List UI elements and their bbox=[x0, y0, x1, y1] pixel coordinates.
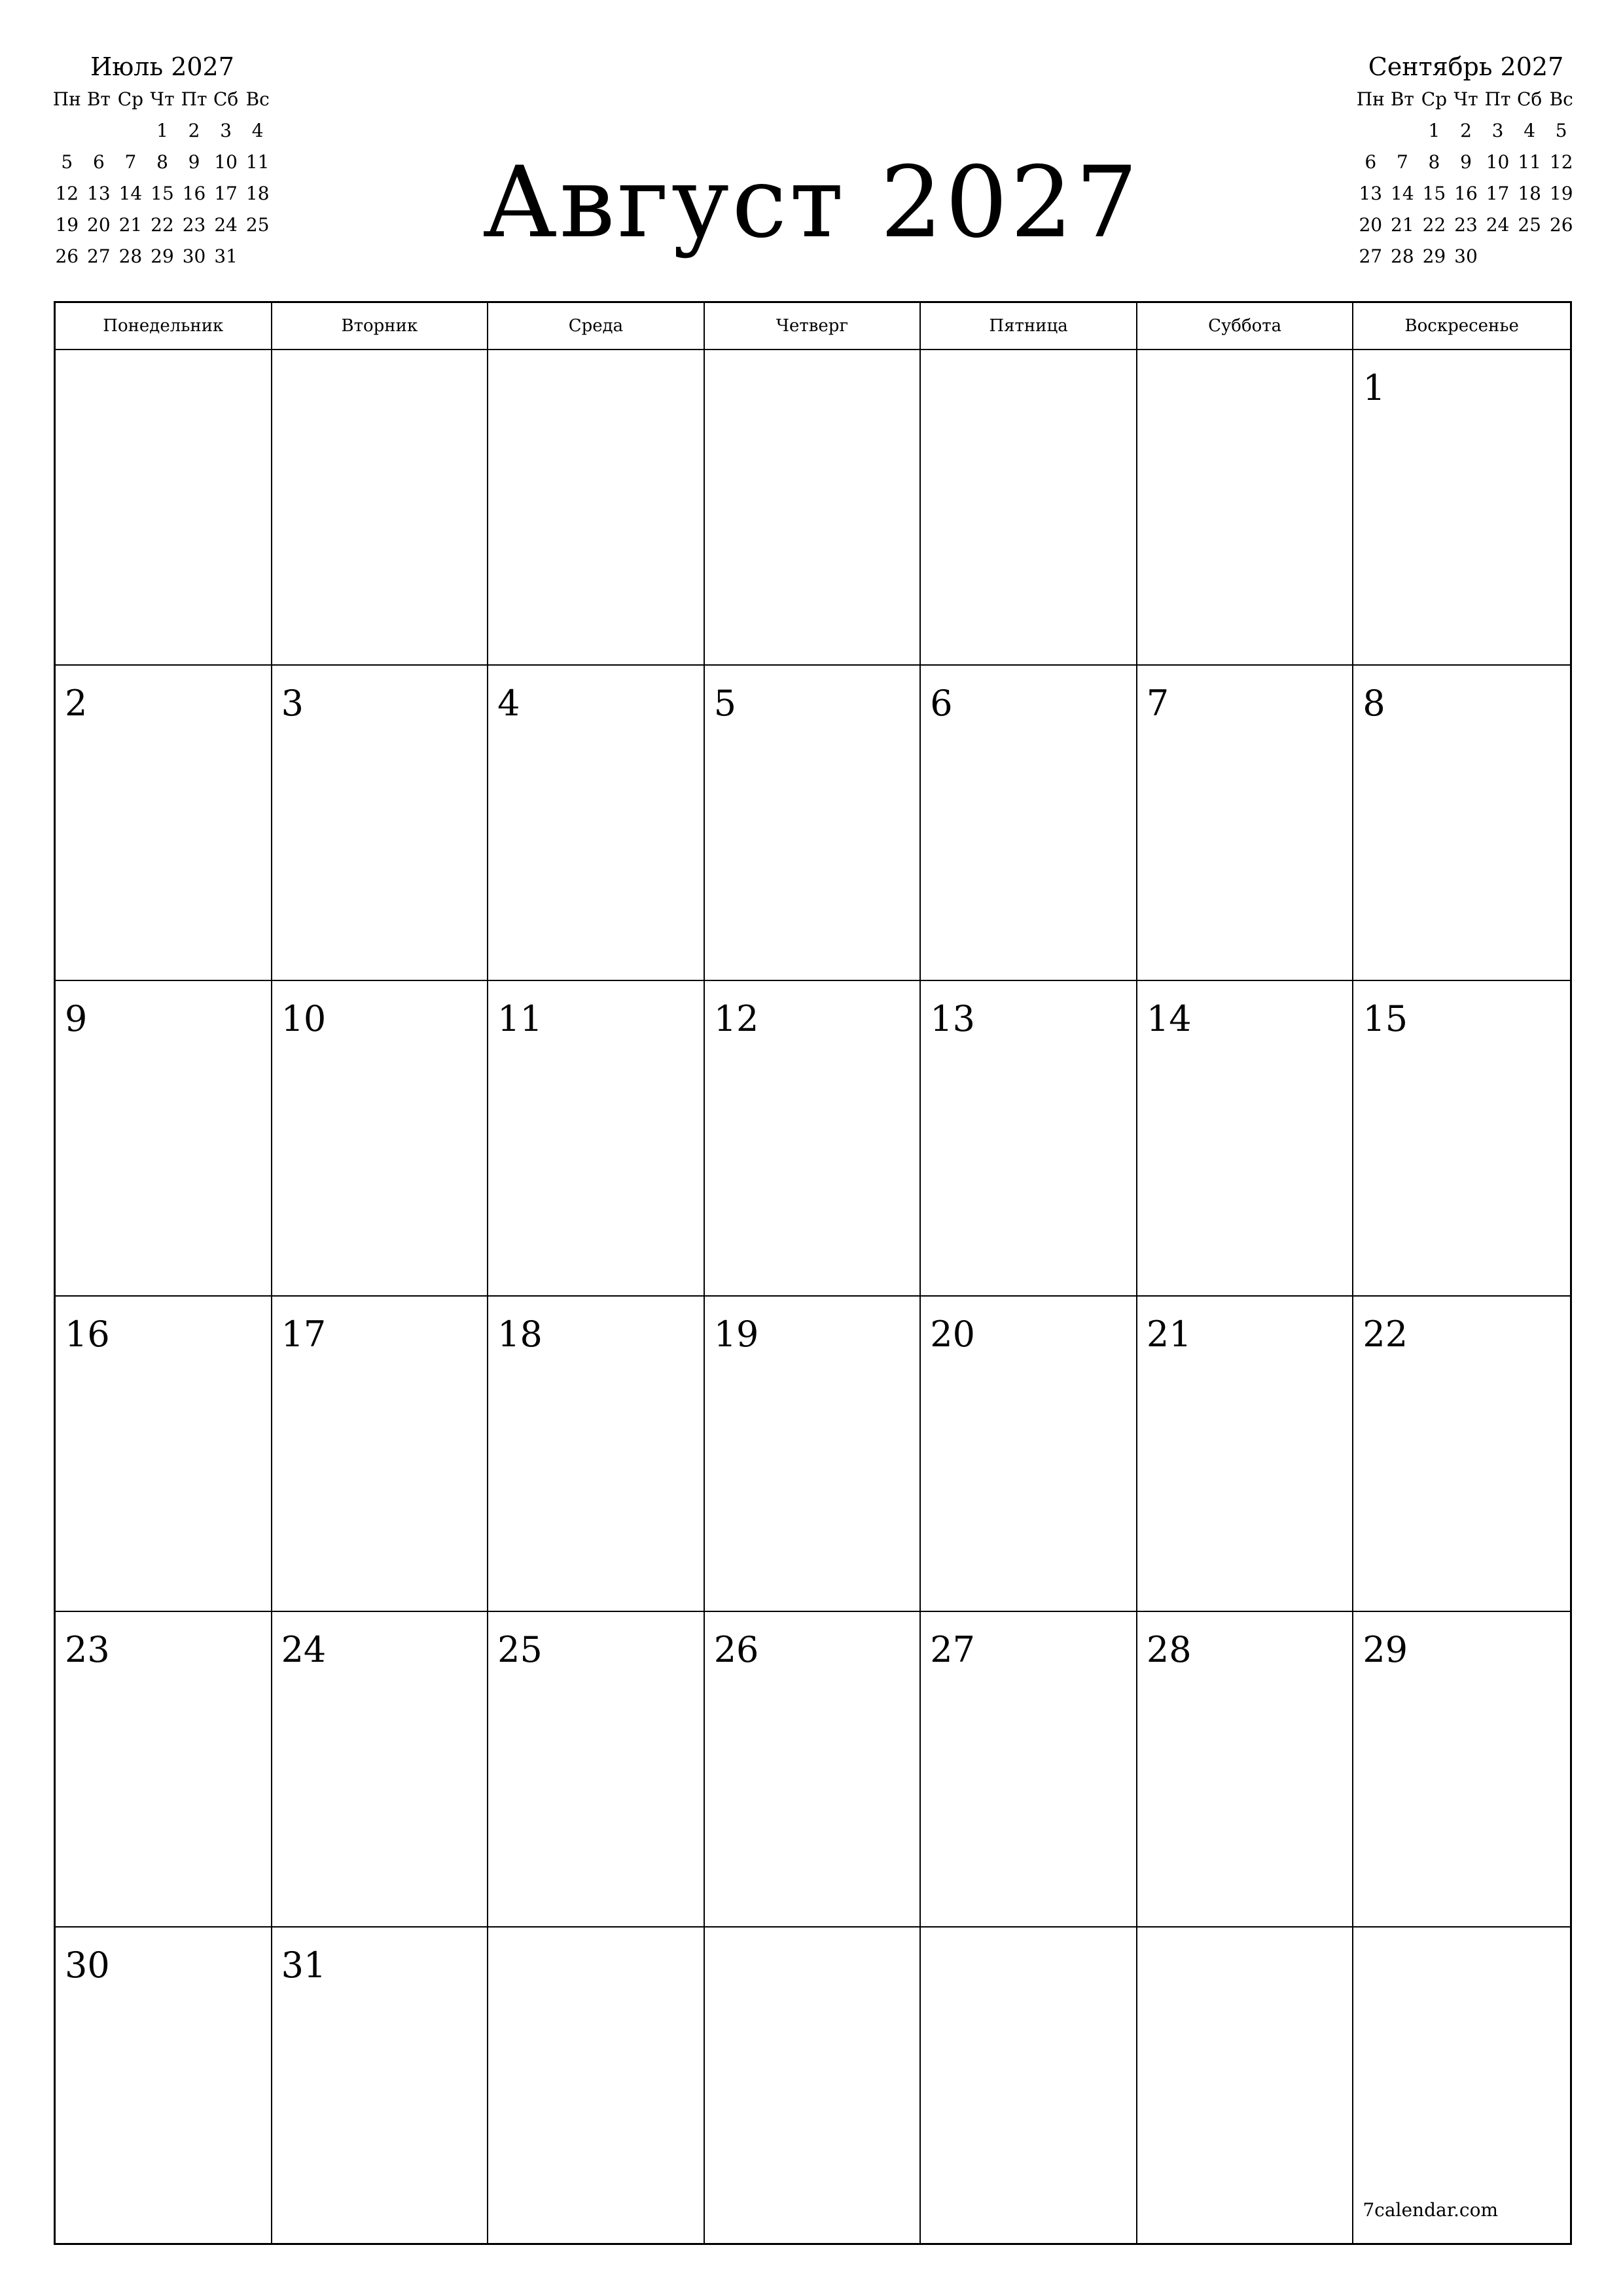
mini-next-day: 10 bbox=[1486, 151, 1510, 173]
day-cell[interactable] bbox=[488, 666, 705, 981]
mini-next-day: 22 bbox=[1422, 214, 1446, 236]
mini-prev-day: 21 bbox=[118, 214, 143, 236]
mini-next-day: 5 bbox=[1555, 120, 1567, 141]
mini-next-day: 15 bbox=[1422, 183, 1446, 204]
mini-next-day bbox=[1514, 241, 1546, 272]
mini-prev-day: 8 bbox=[156, 151, 168, 173]
mini-prev-day: 4 bbox=[251, 120, 264, 141]
day-number: 10 bbox=[281, 998, 327, 1039]
day-cell[interactable] bbox=[1137, 981, 1354, 1297]
mini-next-weekday: Ср bbox=[1421, 88, 1448, 110]
day-number: 1 bbox=[1363, 367, 1385, 408]
mini-prev-day: 28 bbox=[118, 245, 143, 267]
day-number: 16 bbox=[65, 1314, 110, 1355]
credit-text: 7calendar.com bbox=[1363, 2199, 1498, 2221]
day-number: 12 bbox=[713, 998, 759, 1039]
day-cell[interactable] bbox=[272, 350, 489, 666]
mini-prev-day: 17 bbox=[214, 183, 238, 204]
day-cell[interactable] bbox=[56, 1297, 272, 1612]
day-number: 20 bbox=[930, 1314, 975, 1355]
mini-prev-day: 12 bbox=[55, 183, 79, 204]
day-cell[interactable] bbox=[705, 981, 921, 1297]
mini-next-day: 19 bbox=[1549, 183, 1573, 204]
day-cell[interactable] bbox=[1137, 350, 1354, 666]
day-cell[interactable] bbox=[921, 981, 1137, 1297]
mini-next-weekday: Сб bbox=[1516, 88, 1543, 110]
day-cell[interactable] bbox=[921, 1297, 1137, 1612]
mini-calendar-next-title: Сентябрь 2027 bbox=[1368, 52, 1564, 81]
day-number: 11 bbox=[497, 998, 543, 1039]
mini-next-day: 29 bbox=[1422, 245, 1446, 267]
mini-next-weekday: Чт bbox=[1454, 88, 1478, 110]
mini-next-day: 11 bbox=[1518, 151, 1541, 173]
day-number: 2 bbox=[65, 683, 88, 724]
day-cell[interactable] bbox=[272, 1612, 489, 1928]
weekday-header: Среда bbox=[488, 303, 705, 350]
mini-prev-weekday: Сб bbox=[213, 88, 239, 110]
day-number: 3 bbox=[281, 683, 304, 724]
day-cell[interactable] bbox=[56, 666, 272, 981]
day-number: 30 bbox=[65, 1945, 110, 1986]
day-cell[interactable] bbox=[1137, 1928, 1354, 2243]
day-cell[interactable] bbox=[488, 1297, 705, 1612]
day-number: 21 bbox=[1146, 1314, 1192, 1355]
mini-calendar-next-grid bbox=[1355, 84, 1577, 272]
day-number: 24 bbox=[281, 1629, 327, 1670]
mini-prev-weekday: Пн bbox=[52, 88, 81, 110]
mini-calendar-next bbox=[1355, 50, 1577, 272]
mini-next-day bbox=[1545, 241, 1577, 272]
mini-next-weekday: Вс bbox=[1549, 88, 1573, 110]
day-cell[interactable] bbox=[705, 1612, 921, 1928]
day-cell[interactable] bbox=[921, 666, 1137, 981]
day-number: 4 bbox=[497, 683, 520, 724]
page-title: Август 2027 bbox=[482, 146, 1141, 260]
day-cell[interactable] bbox=[272, 1297, 489, 1612]
mini-prev-day: 16 bbox=[182, 183, 206, 204]
mini-prev-day: 11 bbox=[245, 151, 270, 173]
mini-prev-weekday: Чт bbox=[150, 88, 175, 110]
day-number: 5 bbox=[713, 683, 737, 724]
day-number: 8 bbox=[1363, 683, 1385, 724]
mini-prev-day: 6 bbox=[92, 151, 105, 173]
mini-next-day bbox=[1482, 241, 1514, 272]
mini-prev-day: 27 bbox=[87, 245, 111, 267]
mini-prev-weekday: Пт bbox=[181, 88, 207, 110]
mini-next-day: 23 bbox=[1454, 214, 1478, 236]
day-number: 14 bbox=[1146, 998, 1192, 1039]
day-cell[interactable] bbox=[1353, 1612, 1570, 1928]
day-cell[interactable] bbox=[1353, 1297, 1570, 1612]
mini-next-weekday: Вт bbox=[1390, 88, 1414, 110]
mini-prev-day: 7 bbox=[124, 151, 137, 173]
weekday-header: Пятница bbox=[921, 303, 1137, 350]
day-cell[interactable] bbox=[1353, 350, 1570, 666]
mini-prev-day: 24 bbox=[214, 214, 238, 236]
day-number: 25 bbox=[497, 1629, 543, 1670]
mini-next-day: 18 bbox=[1518, 183, 1541, 204]
mini-next-day: 27 bbox=[1359, 245, 1383, 267]
day-number: 23 bbox=[65, 1629, 110, 1670]
day-cell[interactable] bbox=[56, 350, 272, 666]
day-cell[interactable] bbox=[1353, 981, 1570, 1297]
mini-prev-day: 23 bbox=[182, 214, 206, 236]
mini-next-day: 1 bbox=[1428, 120, 1440, 141]
mini-next-day: 26 bbox=[1549, 214, 1573, 236]
mini-prev-day: 25 bbox=[245, 214, 270, 236]
mini-prev-day: 9 bbox=[188, 151, 200, 173]
day-cell[interactable] bbox=[56, 981, 272, 1297]
day-cell[interactable] bbox=[705, 1297, 921, 1612]
mini-next-day: 30 bbox=[1454, 245, 1478, 267]
mini-next-day: 14 bbox=[1391, 183, 1414, 204]
mini-next-day: 8 bbox=[1428, 151, 1440, 173]
day-number: 7 bbox=[1146, 683, 1169, 724]
mini-prev-day: 29 bbox=[151, 245, 174, 267]
weekday-header: Суббота bbox=[1137, 303, 1354, 350]
mini-prev-day: 10 bbox=[214, 151, 238, 173]
mini-calendar-prev-title: Июль 2027 bbox=[90, 52, 234, 81]
mini-prev-day: 30 bbox=[182, 245, 206, 267]
day-number: 17 bbox=[281, 1314, 327, 1355]
day-cell[interactable] bbox=[488, 981, 705, 1297]
mini-prev-day: 31 bbox=[214, 245, 238, 267]
mini-next-weekday: Пн bbox=[1356, 88, 1385, 110]
mini-prev-day: 18 bbox=[245, 183, 270, 204]
day-cell[interactable] bbox=[705, 666, 921, 981]
mini-next-day: 3 bbox=[1491, 120, 1504, 141]
mini-prev-day: 13 bbox=[87, 183, 111, 204]
mini-prev-day: 22 bbox=[151, 214, 174, 236]
mini-prev-day: 26 bbox=[55, 245, 79, 267]
mini-prev-day: 5 bbox=[61, 151, 73, 173]
day-cell[interactable] bbox=[488, 1612, 705, 1928]
mini-next-weekday: Пт bbox=[1484, 88, 1511, 110]
day-number: 15 bbox=[1363, 998, 1408, 1039]
mini-next-day: 7 bbox=[1396, 151, 1408, 173]
day-number: 31 bbox=[281, 1945, 327, 1986]
weekday-header: Понедельник bbox=[56, 303, 272, 350]
mini-prev-day: 20 bbox=[87, 214, 111, 236]
mini-next-day: 9 bbox=[1460, 151, 1472, 173]
day-number: 9 bbox=[65, 998, 88, 1039]
mini-prev-weekday: Вс bbox=[245, 88, 270, 110]
mini-next-day bbox=[1355, 115, 1387, 147]
day-number: 29 bbox=[1363, 1629, 1408, 1670]
weekday-header: Воскресенье bbox=[1353, 303, 1570, 350]
mini-prev-day: 1 bbox=[156, 120, 168, 141]
day-number: 13 bbox=[930, 998, 975, 1039]
mini-next-day: 6 bbox=[1364, 151, 1377, 173]
day-cell[interactable] bbox=[56, 1928, 272, 2243]
day-cell[interactable] bbox=[1137, 1297, 1354, 1612]
day-cell[interactable] bbox=[272, 1928, 489, 2243]
day-cell[interactable] bbox=[1353, 1928, 1570, 2243]
day-cell[interactable] bbox=[705, 350, 921, 666]
mini-next-day: 28 bbox=[1391, 245, 1414, 267]
mini-prev-weekday: Вт bbox=[86, 88, 111, 110]
day-number: 26 bbox=[713, 1629, 759, 1670]
day-number: 6 bbox=[930, 683, 953, 724]
mini-prev-day: 14 bbox=[118, 183, 143, 204]
day-number: 28 bbox=[1146, 1629, 1192, 1670]
mini-next-day: 4 bbox=[1524, 120, 1536, 141]
day-number: 19 bbox=[713, 1314, 759, 1355]
mini-next-day: 17 bbox=[1486, 183, 1510, 204]
day-cell[interactable] bbox=[488, 1928, 705, 2243]
day-cell[interactable] bbox=[1353, 666, 1570, 981]
day-cell[interactable] bbox=[921, 350, 1137, 666]
day-number: 22 bbox=[1363, 1314, 1408, 1355]
day-cell[interactable] bbox=[56, 1612, 272, 1928]
day-cell[interactable] bbox=[272, 981, 489, 1297]
mini-next-day bbox=[1387, 115, 1419, 147]
weekday-header: Вторник bbox=[272, 303, 489, 350]
mini-next-day: 25 bbox=[1518, 214, 1541, 236]
day-cell[interactable] bbox=[488, 350, 705, 666]
mini-prev-day: 15 bbox=[151, 183, 174, 204]
day-cell[interactable] bbox=[921, 1928, 1137, 2243]
mini-next-day: 21 bbox=[1391, 214, 1414, 236]
day-number: 18 bbox=[497, 1314, 543, 1355]
mini-next-day: 2 bbox=[1460, 120, 1472, 141]
day-cell[interactable] bbox=[1137, 1612, 1354, 1928]
day-cell[interactable] bbox=[272, 666, 489, 981]
day-cell[interactable] bbox=[1137, 666, 1354, 981]
mini-next-day: 12 bbox=[1549, 151, 1573, 173]
mini-prev-day: 2 bbox=[188, 120, 200, 141]
day-number: 27 bbox=[930, 1629, 975, 1670]
mini-next-day: 13 bbox=[1359, 183, 1383, 204]
day-cell[interactable] bbox=[705, 1928, 921, 2243]
mini-next-day: 20 bbox=[1359, 214, 1383, 236]
mini-prev-day: 19 bbox=[55, 214, 79, 236]
mini-next-day: 16 bbox=[1454, 183, 1478, 204]
mini-prev-weekday: Ср bbox=[117, 88, 144, 110]
mini-prev-day: 3 bbox=[220, 120, 232, 141]
mini-next-day: 24 bbox=[1486, 214, 1510, 236]
weekday-header: Четверг bbox=[705, 303, 921, 350]
day-cell[interactable] bbox=[921, 1612, 1137, 1928]
month-grid bbox=[54, 301, 1572, 2245]
